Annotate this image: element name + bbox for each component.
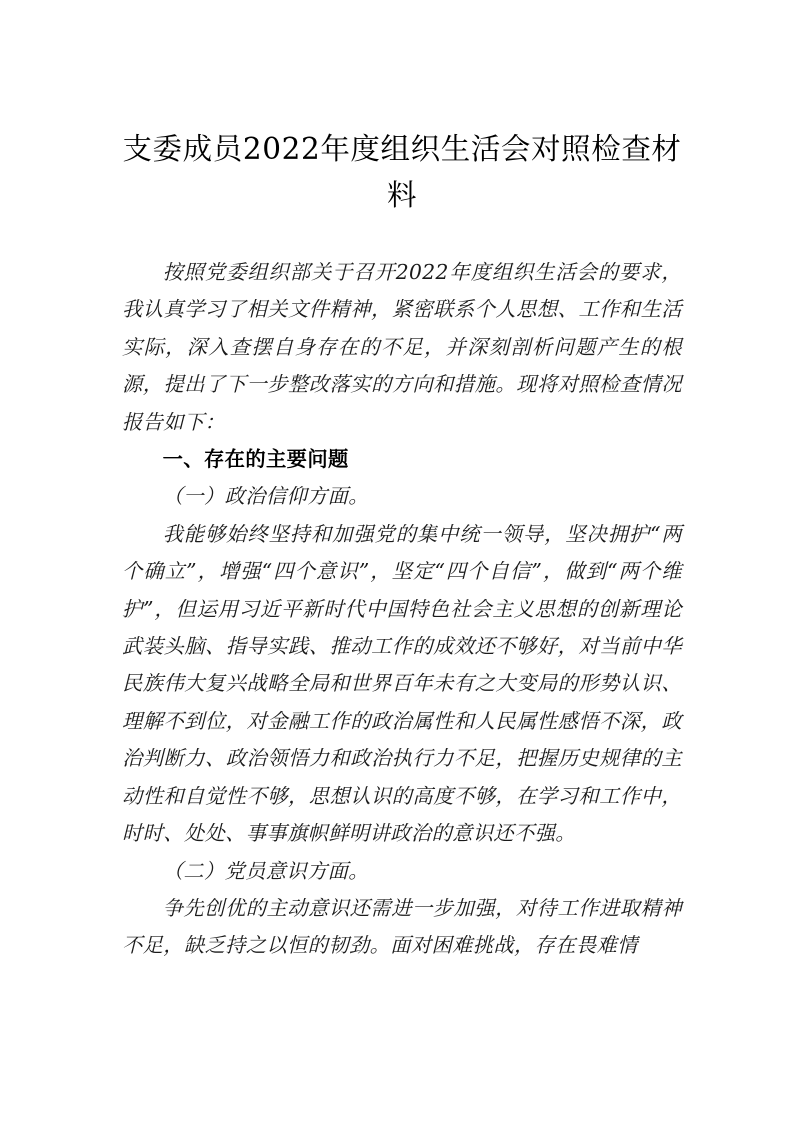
intro-paragraph: 按照党委组织部关于召开2022年度组织生活会的要求，我认真学习了相关文件精神，紧密联系个人思想、工作和生活实际，深入查摆自身存在的不足，并深刻剖析问题产生的根源，提出了下一步整改落实的方向和措施。现将对照检查情况报告如下： bbox=[122, 260, 682, 434]
subsection-body-party-member-awareness: 争先创优的主动意识还需进一步加强，对待工作进取精神不足，缺乏持之以恒的韧劲。面对困难挑战，存在畏难情 bbox=[122, 895, 682, 958]
page-title: 支委成员2022年度组织生活会对照检查材料 bbox=[122, 132, 682, 212]
title-body-spacer bbox=[122, 218, 682, 254]
subsection-heading-party-member-awareness: （二）党员意识方面。 bbox=[162, 858, 369, 883]
subsection-body-political-faith: 我能够始终坚持和加强党的集中统一领导，坚决拥护“两个确立”，增强“四个意识”，坚定“四个自信”，做到“两个维护”，但运用习近平新时代中国特色社会主义思想的创新理论武装头脑、指导实践、推动工作的成效还不够好，对当前中华民族伟大复兴战略全局和世界百年未有之大变局的形势认识、理解不到位，对金融工作的政治属性和人民属性感悟不深，政治判断力、政治领悟力和政治执行力不足，把握历史规律的主动性和自觉性不够，思想认识的高度不够，在学习和工作中，时时、处处、事事旗帜鲜明讲政治的意识还不强。 bbox=[122, 521, 682, 846]
section-heading-main-problems: 一、存在的主要问题 bbox=[162, 447, 349, 472]
subsection-heading-political-faith: （一）政治信仰方面。 bbox=[162, 484, 369, 509]
page-content-area bbox=[122, 0, 682, 965]
